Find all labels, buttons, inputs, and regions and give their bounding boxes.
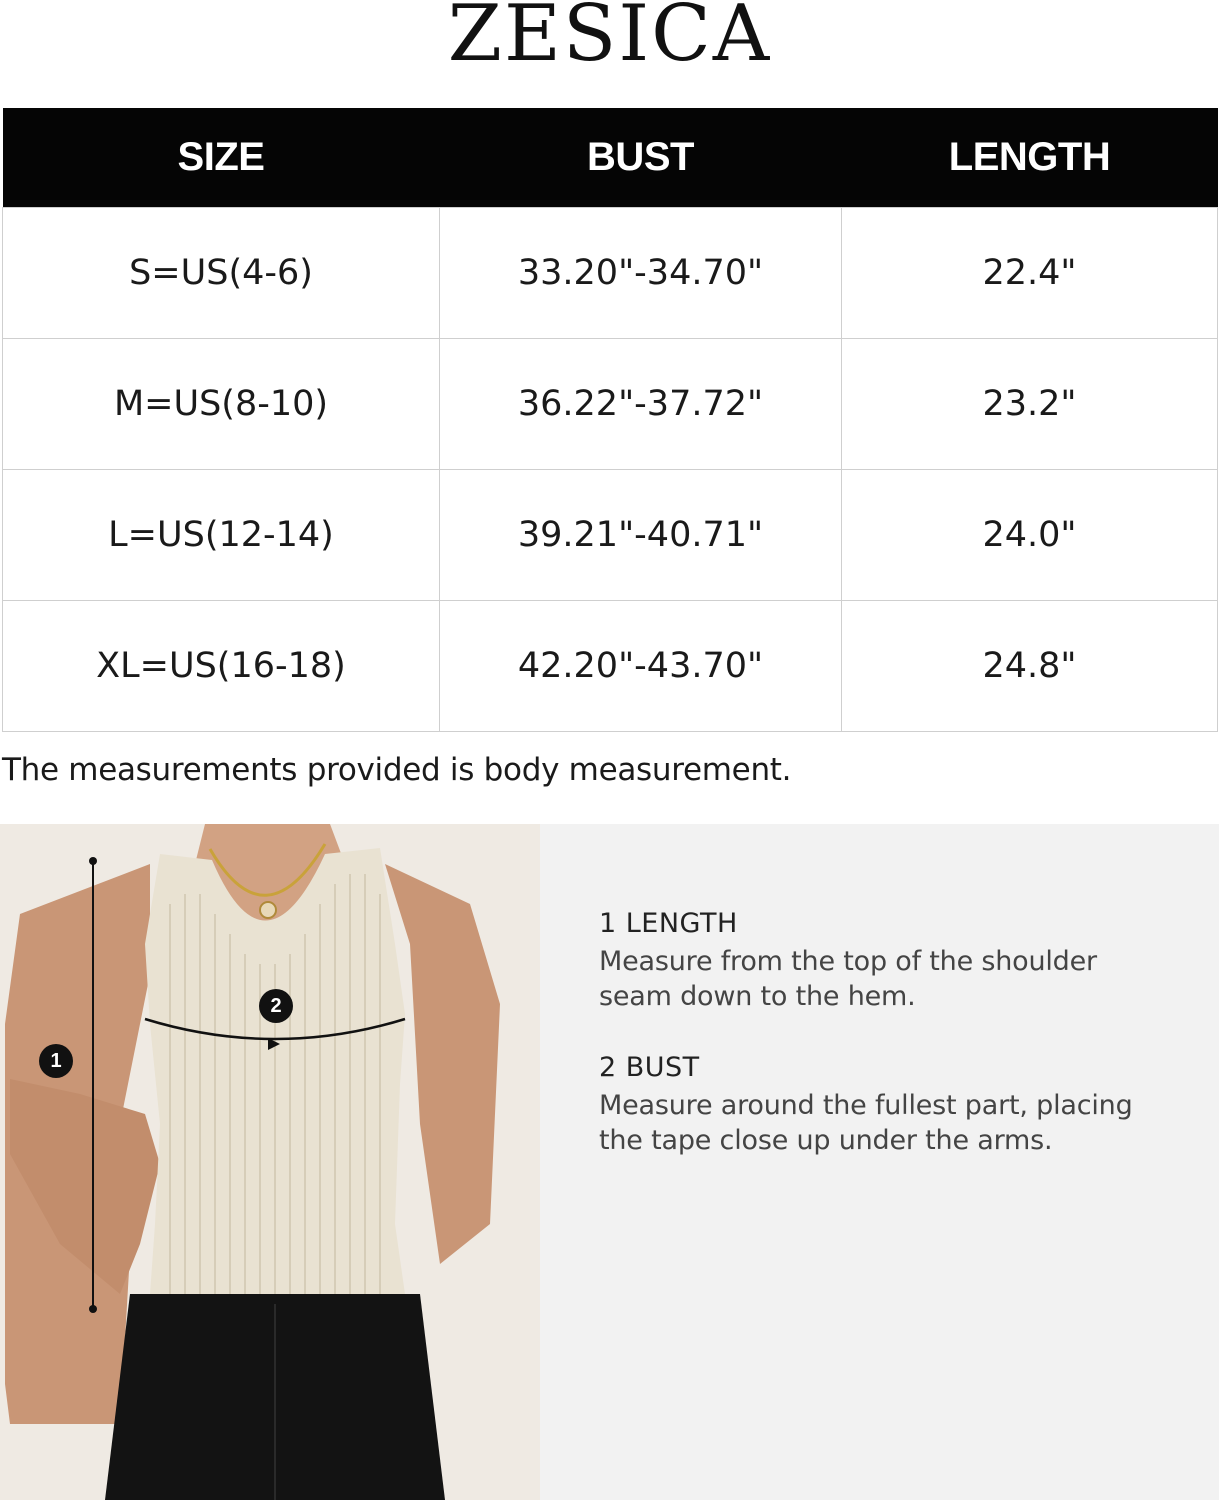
size-chart-table bbox=[2, 108, 1218, 732]
instruction-line: the tape close up under the arms. bbox=[599, 1125, 1053, 1156]
cell-size: M=US(8-10) bbox=[3, 339, 440, 470]
instruction-bust-text bbox=[599, 1088, 1179, 1158]
cell-bust: 36.22"-37.72" bbox=[440, 339, 842, 470]
model-photo bbox=[0, 824, 540, 1500]
instruction-length-text bbox=[599, 944, 1179, 1014]
cell-bust: 39.21"-40.71" bbox=[440, 470, 842, 601]
header-bust: BUST bbox=[440, 108, 842, 208]
marker-bust: 2 bbox=[259, 989, 293, 1023]
measure-instructions bbox=[540, 824, 1219, 1500]
cell-length: 24.0" bbox=[842, 470, 1218, 601]
instruction-length-title: 1 LENGTH bbox=[599, 908, 738, 939]
cell-bust: 42.20"-43.70" bbox=[440, 601, 842, 732]
brand-logo: ZESICA bbox=[447, 0, 772, 79]
table-row bbox=[3, 470, 1218, 601]
instruction-line: Measure around the fullest part, placing bbox=[599, 1090, 1133, 1121]
table-row bbox=[3, 339, 1218, 470]
header-size: SIZE bbox=[3, 108, 440, 208]
cell-size: L=US(12-14) bbox=[3, 470, 440, 601]
cell-size: XL=US(16-18) bbox=[3, 601, 440, 732]
instruction-line: seam down to the hem. bbox=[599, 981, 916, 1012]
model-illustration bbox=[0, 824, 540, 1500]
measurement-note: The measurements provided is body measurement. bbox=[2, 752, 792, 788]
table-row bbox=[3, 601, 1218, 732]
table-row bbox=[3, 208, 1218, 339]
cell-length: 23.2" bbox=[842, 339, 1218, 470]
instruction-line: Measure from the top of the shoulder bbox=[599, 946, 1097, 977]
marker-length: 1 bbox=[39, 1044, 73, 1078]
cell-size: S=US(4-6) bbox=[3, 208, 440, 339]
header-length: LENGTH bbox=[842, 108, 1218, 208]
table-header-row bbox=[3, 108, 1218, 208]
cell-length: 22.4" bbox=[842, 208, 1218, 339]
instruction-bust-title: 2 BUST bbox=[599, 1052, 700, 1083]
cell-bust: 33.20"-34.70" bbox=[440, 208, 842, 339]
cell-length: 24.8" bbox=[842, 601, 1218, 732]
